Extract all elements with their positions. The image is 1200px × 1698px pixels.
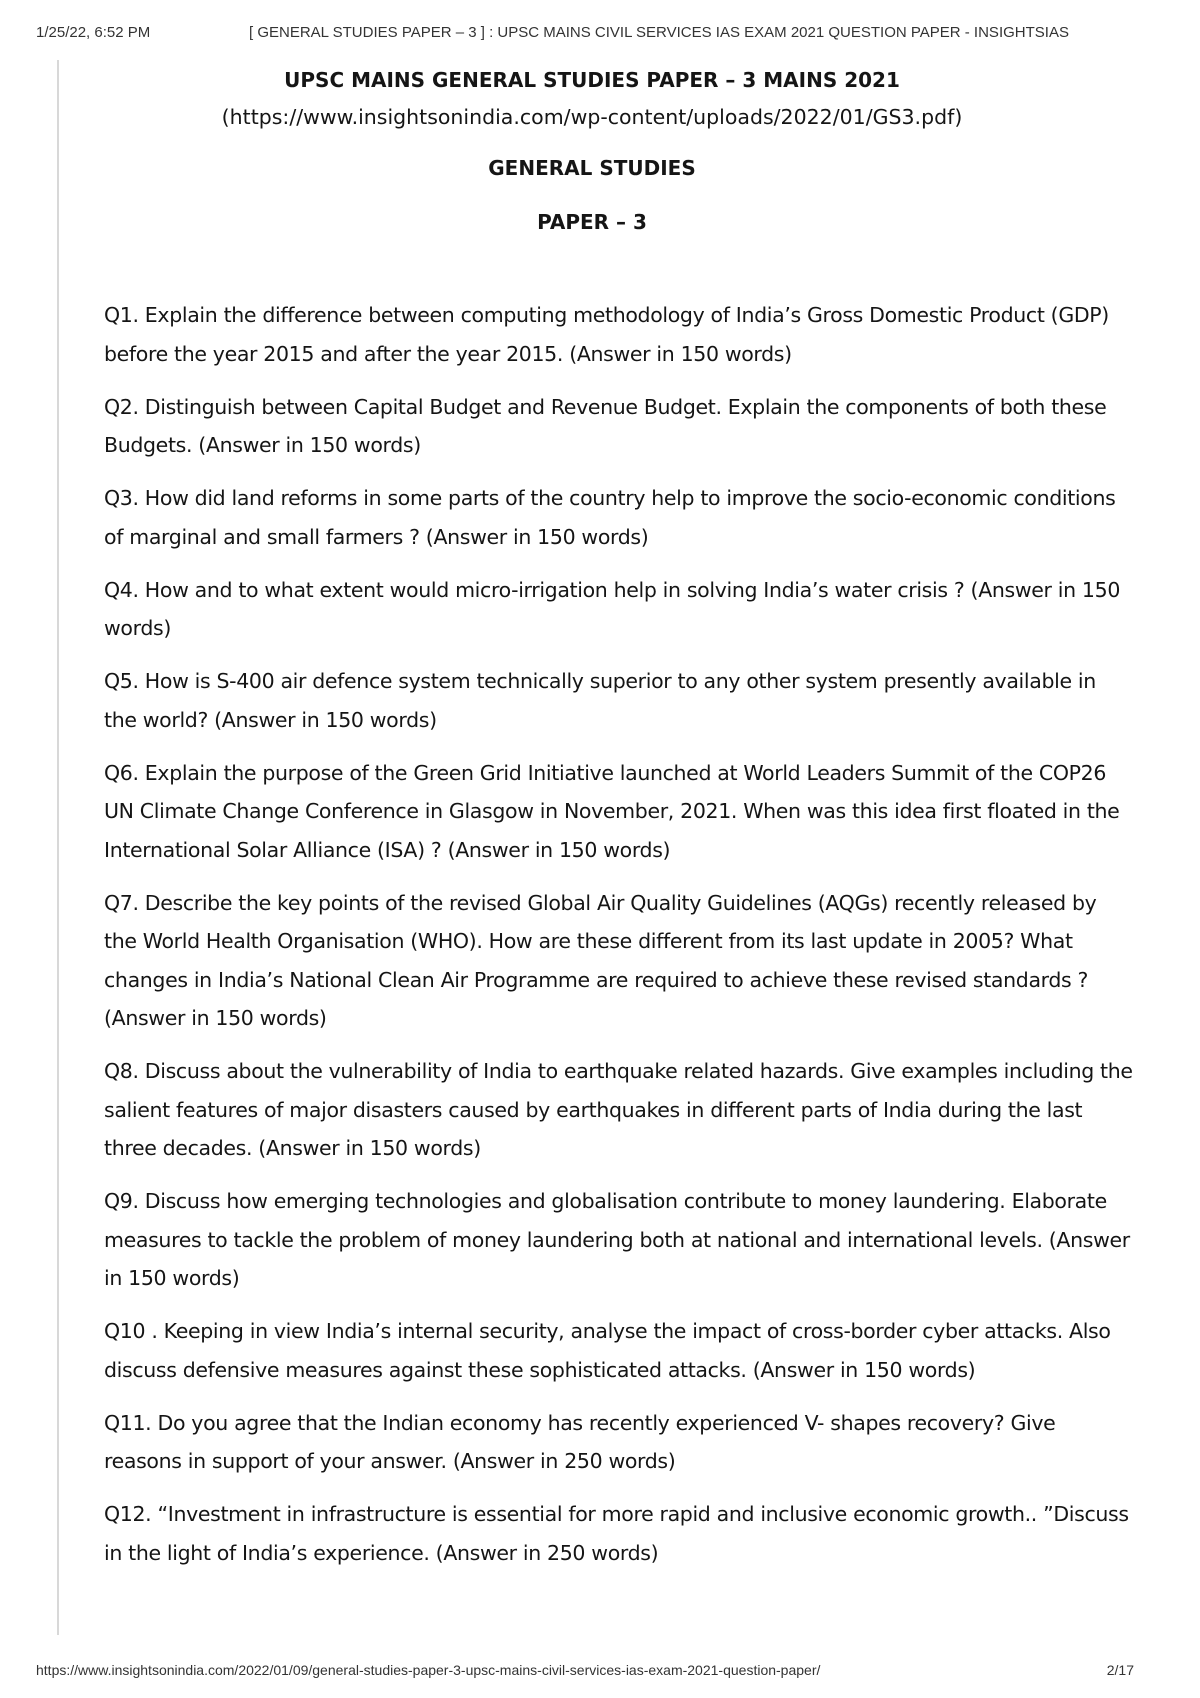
document-body (104, 62, 1134, 1587)
question-item: Q4. How and to what extent would micro-irrigation help in solving India’s water crisis ? (Answer in 150 words) (104, 577, 1121, 640)
print-footer (36, 1662, 1164, 1682)
print-header (36, 24, 1164, 44)
print-timestamp: 1/25/22, 6:52 PM (36, 24, 151, 41)
question-item: Q10 . Keeping in view India’s internal security, analyse the impact of cross-border cyber attacks. Also discuss defensive measures against these sophisticated attacks. (Answer in 150 words) (104, 1319, 1111, 1382)
source-pdf-link[interactable]: (https://www.insightsonindia.com/wp-content/uploads/2022/01/GS3.pdf) (221, 105, 963, 129)
question-list (104, 296, 1134, 1572)
question-item: Q2. Distinguish between Capital Budget and Revenue Budget. Explain the components of both these Budgets. (Answer in 150 words) (104, 394, 1107, 457)
question-item: Q5. How is S-400 air defence system technically superior to any other system presently available in the world? (Answer in 150 words) (104, 669, 1096, 732)
document-title: UPSC MAINS GENERAL STUDIES PAPER – 3 MAINS 2021 (284, 68, 900, 92)
question-item: Q7. Describe the key points of the revised Global Air Quality Guidelines (AQGs) recently released by the World Health Organisation (WHO). How are these different from its last update in 2005? What changes in India’s National Clean Air Programme are required to achieve these revised standards ? (Answer in 150 words) (104, 890, 1097, 1030)
question-item: Q8. Discuss about the vulnerability of India to earthquake related hazards. Give examples including the salient features of major disasters caused by earthquakes in different parts of India during the last three decades. (Answer in 150 words) (104, 1059, 1133, 1160)
question-item: Q6. Explain the purpose of the Green Grid Initiative launched at World Leaders Summit of the COP26 UN Climate Change Conference in Glasgow in November, 2021. When was this idea first floated in the International Solar Alliance (ISA) ? (Answer in 150 words) (104, 760, 1120, 862)
left-margin-rule (57, 60, 59, 1635)
question-item: Q9. Discuss how emerging technologies and globalisation contribute to money laundering. Elaborate measures to tackle the problem of money laundering both at national and international levels. (Answer in 150 words) (104, 1189, 1130, 1290)
print-page-title: [ GENERAL STUDIES PAPER – 3 ] : UPSC MAINS CIVIL SERVICES IAS EXAM 2021 QUESTION PAPER - INSIGHTSIAS (249, 24, 1069, 41)
section-heading: GENERAL STUDIES (488, 156, 696, 180)
question-item: Q3. How did land reforms in some parts of the country help to improve the socio-economic conditions of marginal and small farmers ? (Answer in 150 words) (104, 486, 1116, 549)
print-footer-url[interactable]: https://www.insightsonindia.com/2022/01/09/general-studies-paper-3-upsc-mains-civil-services-ias-exam-2021-question-paper/ (36, 1662, 821, 1678)
question-item: Q11. Do you agree that the Indian economy has recently experienced V- shapes recovery? Give reasons in support of your answer. (Answer in 250 words) (104, 1410, 1056, 1473)
page-number: 2/17 (1106, 1662, 1134, 1678)
question-item: Q12. “Investment in infrastructure is essential for more rapid and inclusive economic growth.. ”Discuss in the light of India’s experience. (Answer in 250 words) (104, 1502, 1129, 1565)
paper-heading: PAPER – 3 (537, 210, 647, 234)
question-item: Q1. Explain the difference between computing methodology of India’s Gross Domestic Product (GDP) before the year 2015 and after the year 2015. (Answer in 150 words) (104, 303, 1109, 366)
